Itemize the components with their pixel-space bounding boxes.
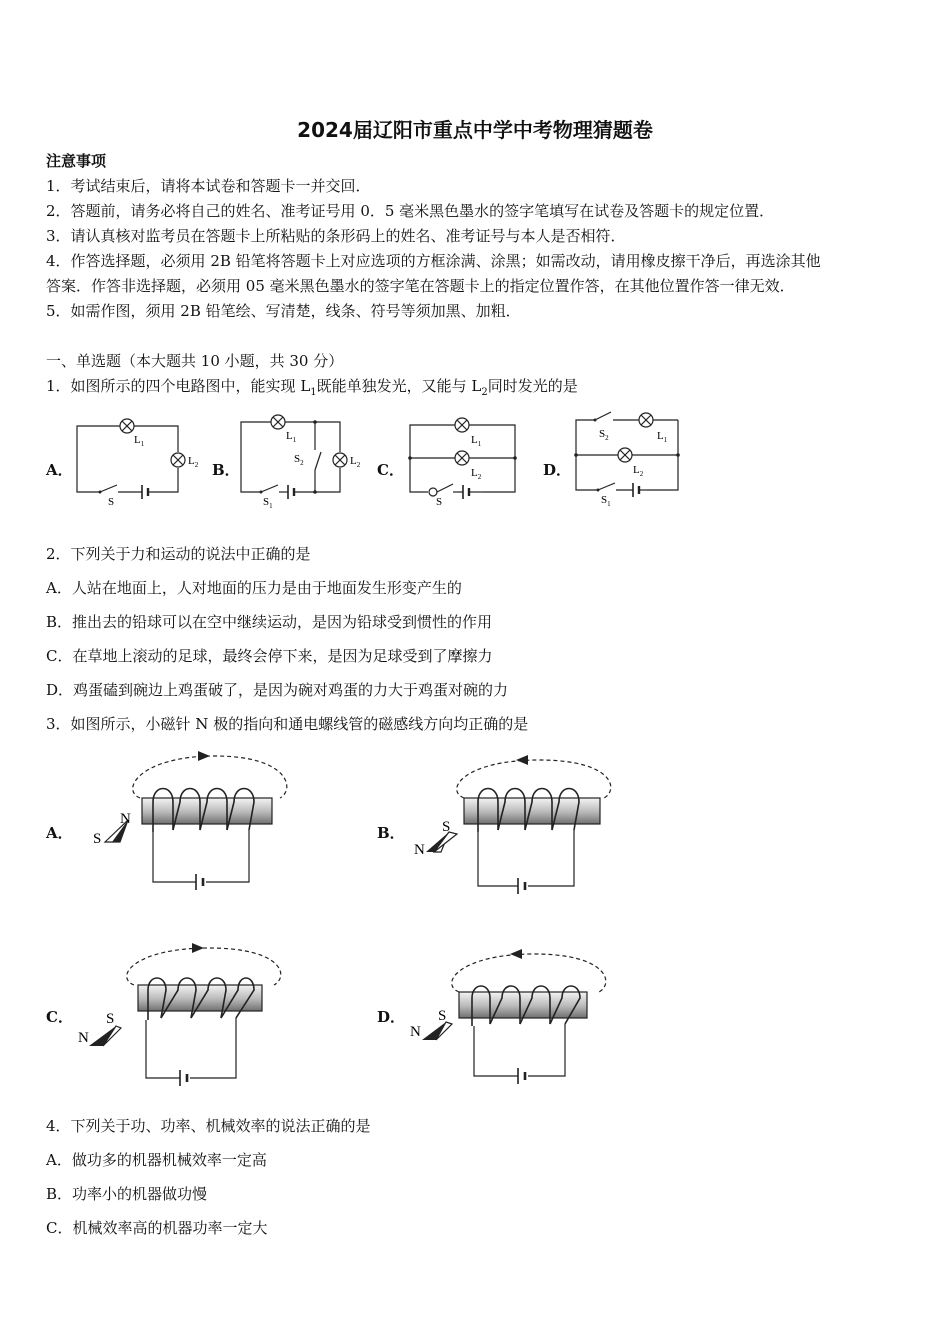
q1-option-c: C． <box>377 461 404 479</box>
q1-stem-sub-1: 1 <box>310 387 317 398</box>
q3-option-b: B． <box>377 824 405 842</box>
circuit-d-l2-label: $L_2$ <box>633 464 644 478</box>
q2-option-c: C．在草地上滚动的足球，最终会停下来，是因为足球受到了摩擦力 <box>46 647 493 665</box>
q2-option-b: B．推出去的铅球可以在空中继续运动，是因为铅球受到惯性的作用 <box>46 613 493 631</box>
q4-option-c: C．机械效率高的机器功率一定大 <box>46 1219 268 1237</box>
notice-item-1: 1．考试结束后，请将本试卷和答题卡一并交回． <box>46 177 371 195</box>
q3-stem: 3．如图所示，小磁针 N 极的指向和通电螺线管的磁感线方向均正确的是 <box>46 715 529 733</box>
circuit-c <box>405 410 545 510</box>
q1-option-d: D． <box>543 461 572 479</box>
q2-option-d: D．鸡蛋磕到碗边上鸡蛋破了，是因为碗对鸡蛋的力大于鸡蛋对碗的力 <box>46 681 509 699</box>
q1-stem-sub-2: 2 <box>481 387 488 398</box>
circuit-c-l2-label: $L_2$ <box>471 467 482 481</box>
solenoid-a-s-label: S <box>93 831 102 847</box>
solenoid-a <box>90 750 300 895</box>
q1-stem-part-c: 同时发光的是 <box>487 377 578 395</box>
solenoid-d <box>404 940 614 1090</box>
circuit-b-l1-label: $L_1$ <box>286 430 297 444</box>
q2-option-a: A．人站在地面上，人对地面的压力是由于地面发生形变产生的 <box>46 579 462 597</box>
section-heading: 一、单选题（本大题共 10 小题，共 30 分） <box>46 352 344 370</box>
solenoid-c-n-label: N <box>78 1030 89 1046</box>
circuit-a-l2-label: $L_2$ <box>188 455 199 469</box>
circuit-d <box>573 408 713 508</box>
solenoid-d-s-label: S <box>438 1008 447 1024</box>
q3-option-c: C． <box>46 1008 73 1026</box>
q2-stem: 2．下列关于力和运动的说法中正确的是 <box>46 545 311 563</box>
q3-option-a: A． <box>46 824 73 842</box>
solenoid-a-n-label: N <box>120 811 131 827</box>
q1-stem <box>46 377 578 402</box>
q3-option-d: D． <box>377 1008 406 1026</box>
circuit-a-s-label: S <box>108 496 115 508</box>
circuit-c-l1-label: $L_1$ <box>471 434 482 448</box>
solenoid-d-n-label: N <box>410 1024 421 1040</box>
notice-item-2: 2．答题前，请务必将自己的姓名、准考证号用 0．5 毫米黑色墨水的签字笔填写在试卷及答题卡的规定位置． <box>46 202 775 220</box>
solenoid-c-s-label: S <box>106 1011 115 1027</box>
circuit-d-s2-label: $S_2$ <box>599 428 609 442</box>
circuit-b-s1-label: $S_1$ <box>263 496 273 510</box>
q1-stem-part-b: 既能单独发光，又能与 L <box>316 377 482 395</box>
notice-item-4-cont: 答案．作答非选择题，必须用 05 毫米黑色墨水的签字笔在答题卡上的指定位置作答，在其他位置作答一律无效． <box>46 277 795 295</box>
solenoid-b-n-label: N <box>414 842 425 858</box>
solenoid-c <box>76 940 286 1090</box>
q1-stem-part-a: 1．如图所示的四个电路图中，能实现 L <box>46 377 311 395</box>
circuit-a-l1-label: $L_1$ <box>134 434 145 448</box>
notice-heading: 注意事项 <box>46 152 107 170</box>
notice-item-5: 5．如需作图，须用 2B 铅笔绘、写清楚，线条、符号等须加黑、加粗． <box>46 302 521 320</box>
q1-option-b: B． <box>212 461 240 479</box>
solenoid-b <box>412 750 622 895</box>
circuit-a <box>70 410 210 510</box>
q4-option-b: B．功率小的机器做功慢 <box>46 1185 208 1203</box>
circuit-b <box>236 410 376 510</box>
q4-option-a: A．做功多的机器机械效率一定高 <box>46 1151 267 1169</box>
solenoid-b-s-label: S <box>442 819 451 835</box>
circuit-c-s-label: S <box>436 496 443 508</box>
circuit-b-l2-label: $L_2$ <box>350 455 361 469</box>
page-title: 2024届辽阳市重点中学中考物理猜题卷 <box>297 118 653 142</box>
circuit-d-l1-label: $L_1$ <box>657 430 668 444</box>
q4-stem: 4．下列关于功、功率、机械效率的说法正确的是 <box>46 1117 371 1135</box>
notice-item-3: 3．请认真核对监考员在答题卡上所粘贴的条形码上的姓名、准考证号与本人是否相符． <box>46 227 626 245</box>
circuit-b-s2-label: $S_2$ <box>294 453 304 467</box>
circuit-d-s1-label: $S_1$ <box>601 494 611 508</box>
notice-item-4: 4．作答选择题，必须用 2B 铅笔将答题卡上对应选项的方框涂满、涂黑；如需改动，请用橡皮擦干净后，再选涂其他 <box>46 252 821 270</box>
q1-option-a: A． <box>46 461 73 479</box>
